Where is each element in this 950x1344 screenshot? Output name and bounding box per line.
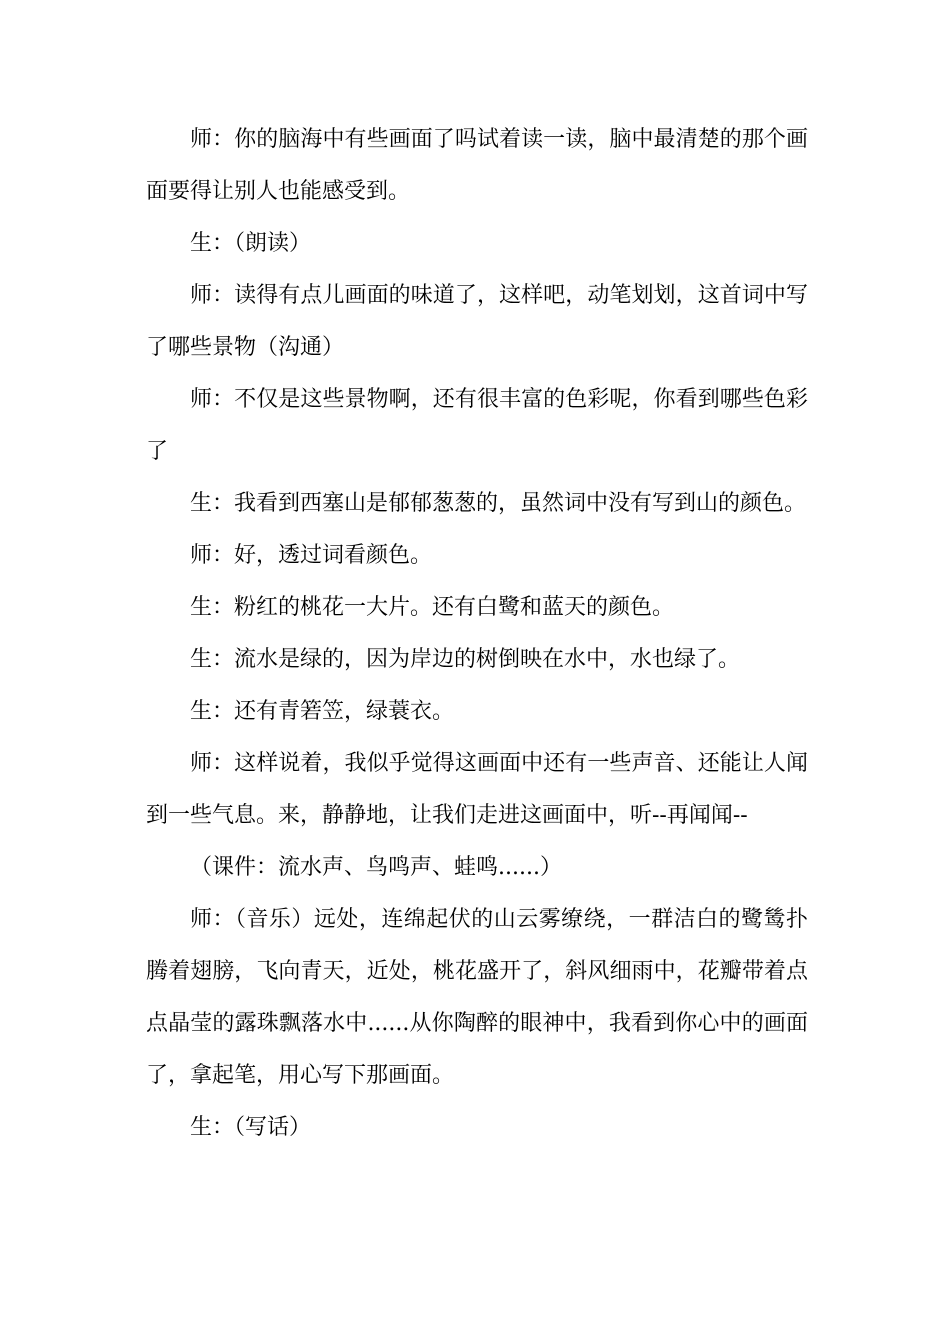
document-body: [146, 114, 808, 1154]
paragraph: 生：还有青箬笠，绿蓑衣。: [190, 699, 455, 724]
paragraph: 师：你的脑海中有些画面了吗试着读一读，脑中最清楚的那个画面要得让别人也能感受到。: [146, 127, 808, 204]
paragraph: 师：这样说着，我似乎觉得这画面中还有一些声音、还能让人闻到一些气息。来，静静地，让我们走进这画面中，听--再闻闻--: [146, 751, 808, 828]
paragraph: 师：好，透过词看颜色。: [190, 543, 433, 568]
paragraph: 生：（朗读）: [190, 231, 312, 256]
paragraph: 生：（写话）: [190, 1115, 312, 1140]
paragraph: （课件：流水声、鸟鸣声、蛙鸣......）: [190, 855, 562, 880]
paragraph: 生：我看到西塞山是郁郁葱葱的，虽然词中没有写到山的颜色。: [190, 491, 807, 516]
paragraph: 师：不仅是这些景物啊，还有很丰富的色彩呢，你看到哪些色彩了: [146, 387, 808, 464]
paragraph: 生：粉红的桃花一大片。还有白鹭和蓝天的颜色。: [190, 595, 675, 620]
paragraph: 师：读得有点儿画面的味道了，这样吧，动笔划划，这首词中写了哪些景物（沟通）: [146, 283, 808, 360]
paragraph: 生：流水是绿的，因为岸边的树倒映在水中，水也绿了。: [190, 647, 741, 672]
paragraph: 师：（音乐）远处，连绵起伏的山云雾缭绕，一群洁白的鹭鸶扑腾着翅膀，飞向青天，近处，桃花盛开了，斜风细雨中，花瓣带着点点晶莹的露珠飘落水中......从你陶醉的眼神中，我看到你心中的画面了，拿起笔，用心写下那画面。: [146, 907, 808, 1088]
